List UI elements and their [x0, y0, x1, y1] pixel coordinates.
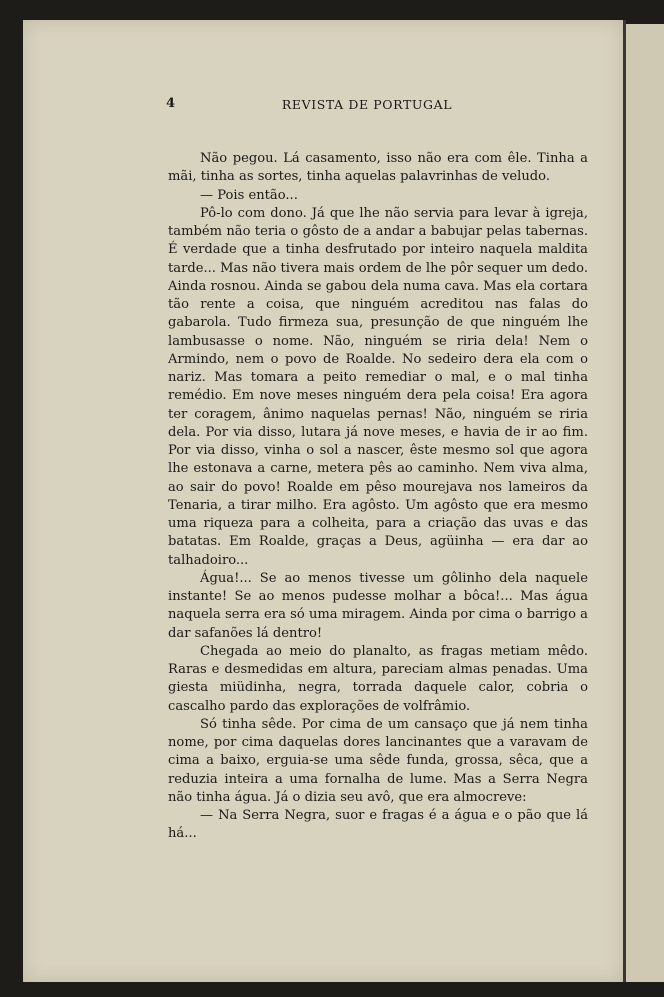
page-number: 4	[166, 96, 176, 111]
paragraph: Não pegou. Lá casamento, isso não era com êle. Tinha a mãi, tinha as sortes, tinha aquelas palavrinhas de veludo.	[168, 151, 588, 185]
adjacent-page	[626, 24, 664, 982]
paragraph: — Na Serra Negra, suor e fragas é a água e o pão que lá há...	[168, 808, 588, 842]
journal-title: REVISTA DE PORTUGAL	[281, 97, 453, 112]
running-header	[143, 96, 591, 116]
paragraph: — Pois então...	[200, 187, 298, 203]
paragraph: Só tinha sêde. Por cima de um cansaço que já nem tinha nome, por cima daquelas dores lancinantes que a varavam de cima a baixo, erguia-se uma sêde funda, grossa, sêca, que a reduzia inteira a uma fornalha de lume. Mas a Serra Negra não tinha água. Já o dizia seu avô, que era almocreve:	[168, 716, 588, 805]
body-text	[168, 150, 588, 844]
paragraph: Chegada ao meio do planalto, as fragas metiam mêdo. Raras e desmedidas em altura, pareciam almas penadas. Uma giesta miüdinha, negra, torrada daquele calor, cobria o cascalho pardo das explorações de volfrâmio.	[168, 643, 588, 714]
paragraph: Água!... Se ao menos tivesse um gôlinho dela naquele instante! Se ao menos pudesse molhar a bôca!... Mas água naquela serra era só uma miragem. Ainda por cima o barrigo a dar safanões lá dentro!	[168, 570, 588, 641]
paragraph: Pô-lo com dono. Já que lhe não servia para levar à igreja, também não teria o gôsto de a andar a babujar pelas tabernas. É verdade que a tinha desfrutado por inteiro naquela maldita tarde... Mas não tivera mais ordem de lhe pôr sequer um dedo. Ainda rosnou. Ainda se gabou dela numa cava. Mas ela cortara tão rente a coisa, que ninguém acreditou nas falas do gabarola. Tudo firmeza sua, presunção de que ninguém lhe lambusasse o nome. Não, ninguém se riria dela! Nem o Armindo, nem o povo de Roalde. No sedeiro dera ela com o nariz. Mas tomara a peito remediar o mal, e o mal tinha remédio. Em nove meses ninguém dera pela coisa! Era agora ter coragem, ânimo naquelas pernas! Não, ninguém se riria dela. Por via disso, lutara já nove meses, e havia de ir ao fim. Por via disso, vinha o sol a nascer, êste mesmo sol que agora lhe estonava a carne, metera pês ao caminho. Nem viva alma, ao sair do povo! Roalde em pêso mourejava nos lameiros da Tenaria, a tirar milho. Era agôsto. Um agôsto que era mesmo uma riqueza para a colheita, para a criação das uvas e das batatas. Em Roalde, graças a Deus, agüinha — era dar ao talhadoiro...	[168, 205, 588, 568]
